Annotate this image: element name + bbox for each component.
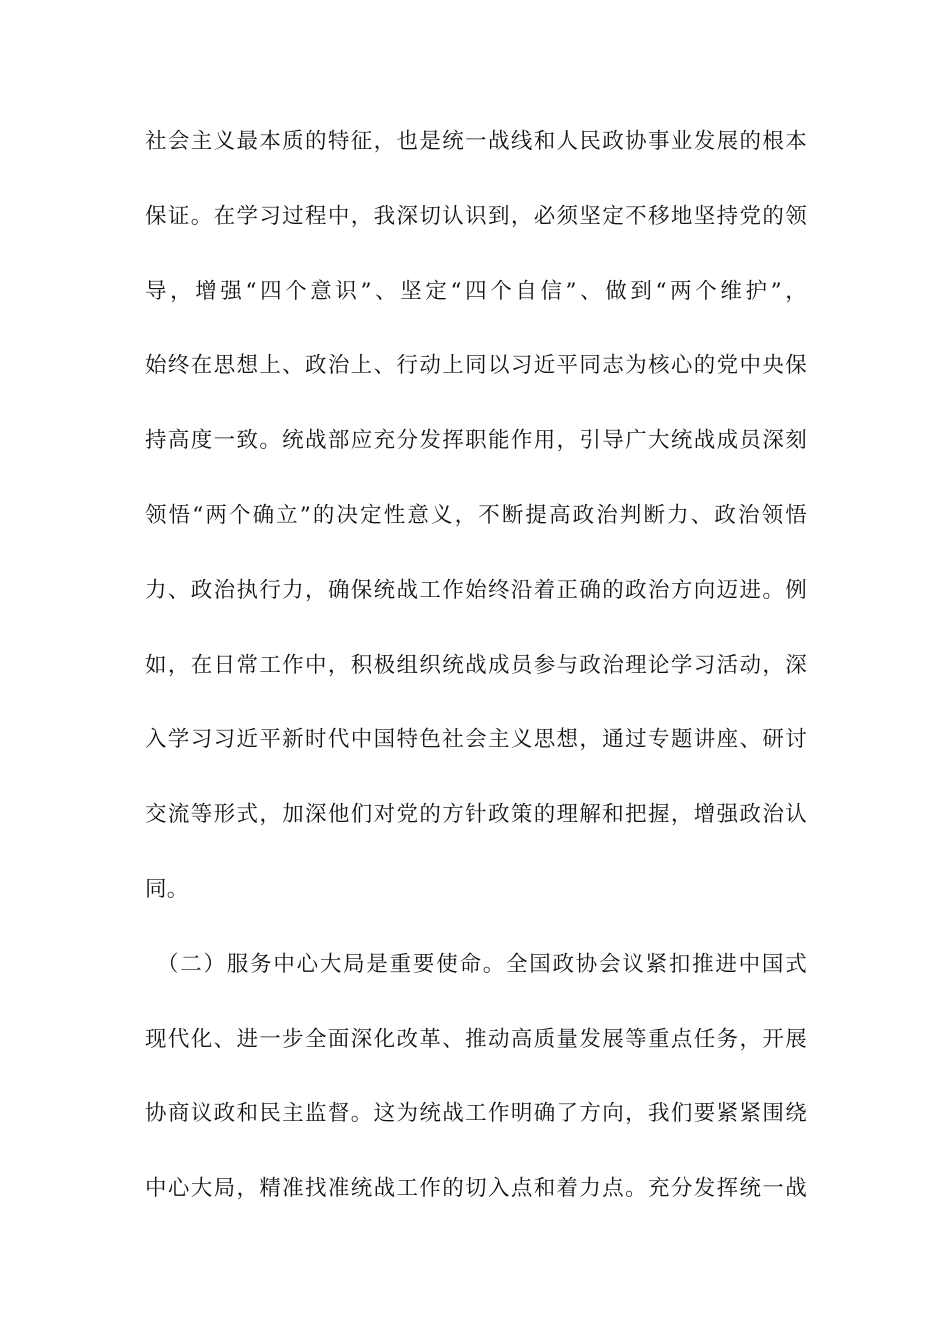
text-line: 中心大局，精准找准统战工作的切入点和着力点。充分发挥统一战 [145,1176,807,1202]
text-line: 保证。在学习过程中，我深切认识到，必须坚定不移地坚持党的领 [145,203,807,229]
document-body [145,118,807,1240]
text-line: 同。 [145,876,189,902]
text-line: 持高度一致。统战部应充分发挥职能作用，引导广大统战成员深刻 [145,428,807,454]
text-line: 如，在日常工作中，积极组织统战成员参与政治理论学习活动，深 [145,652,807,678]
text-line: 力、政治执行力，确保统战工作始终沿着正确的政治方向迈进。例 [145,577,807,603]
text-line: 协商议政和民主监督。这为统战工作明确了方向，我们要紧紧围绕 [145,1101,807,1127]
text-line: 始终在思想上、政治上、行动上同以习近平同志为核心的党中央保 [145,353,807,379]
text-line: 交流等形式，加深他们对党的方针政策的理解和把握，增强政治认 [145,802,807,828]
text-line: 现代化、进一步全面深化改革、推动高质量发展等重点任务，开展 [145,1026,807,1052]
text-line: 领悟“两个确立”的决定性意义，不断提高政治判断力、政治领悟 [145,502,807,528]
text-line: 社会主义最本质的特征，也是统一战线和人民政协事业发展的根本 [145,129,807,154]
text-line: 导，增强“四个意识”、坚定“四个自信”、做到“两个维护”， [145,278,807,304]
section-heading-line: （二）服务中心大局是重要使命。全国政协会议紧扣推进中国式 [157,951,807,977]
text-line: 入学习习近平新时代中国特色社会主义思想，通过专题讲座、研讨 [145,727,807,753]
